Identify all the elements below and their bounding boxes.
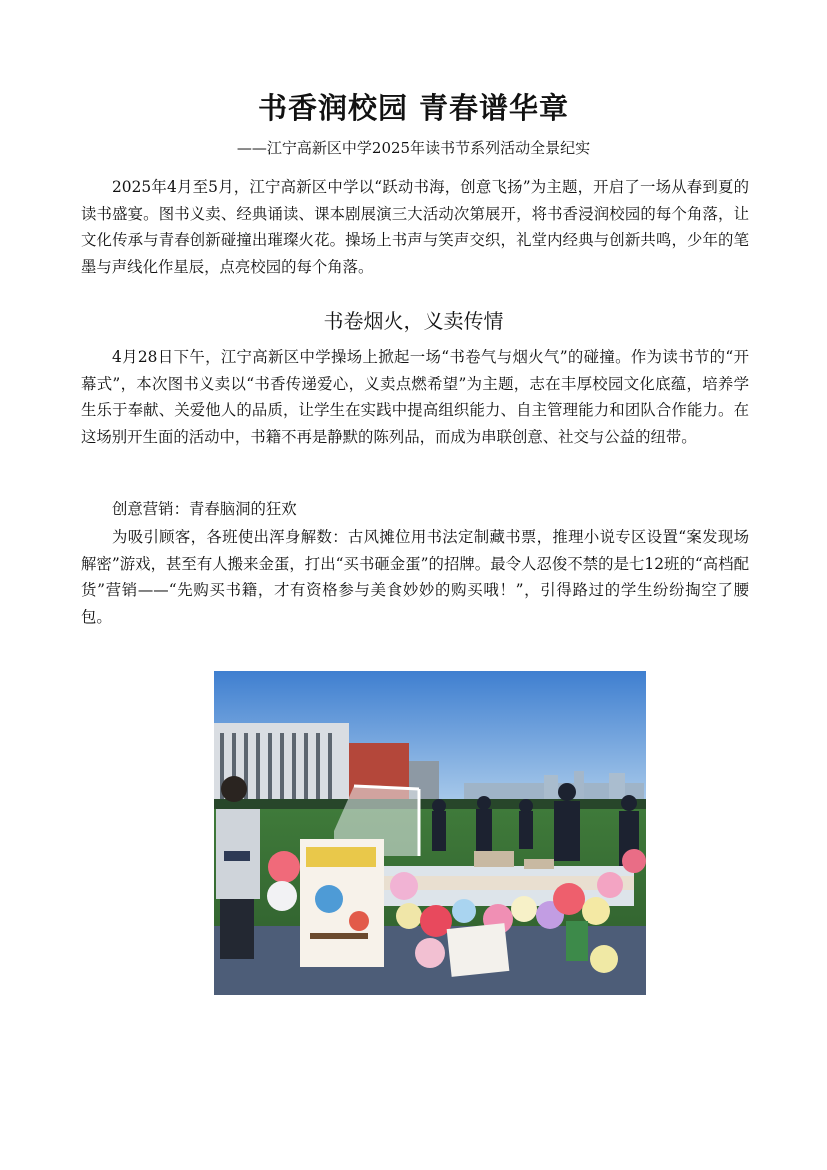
section-paragraph-1: 4月28日下午，江宁高新区中学操场上掀起一场“书卷气与烟火气”的碰撞。作为读书节的“开幕式”，本次图书义卖以“书香传递爱心，义卖点燃希望”为主题，志在丰厚校园文化底蕴，培养学生乐于奉献、关爱他人的品质，让学生在实践中提高组织能力、自主管理能力和团队合作能力。在这场别开生面的活动中，书籍不再是静默的陈列品，而成为串联创意、社交与公益的纽带。 — [81, 348, 749, 446]
intro-paragraph: 2025年4月至5月，江宁高新区中学以“跃动书海，创意飞扬”为主题，开启了一场从春到夏的读书盛宴。图书义卖、经典诵读、课本剧展演三大活动次第展开，将书香浸润校园的每个角落，让文化传承与青春创新碰撞出璀璨火花。操场上书声与笑声交织，礼堂内经典与创新共鸣，少年的笔墨与声线化作星辰，点亮校园的每个角落。 — [81, 178, 749, 276]
book-sale-photo — [214, 671, 646, 995]
section-heading: 书卷烟火，义卖传情 — [323, 309, 504, 333]
section-subheading: 创意营销：青春脑洞的狂欢 — [112, 500, 297, 518]
section-paragraph-2: 为吸引顾客，各班使出浑身解数：古风摊位用书法定制藏书票，推理小说专区设置“案发现场解密”游戏，甚至有人搬来金蛋，打出“买书砸金蛋”的招牌。最令人忍俊不禁的是七12班的“高档配货”营销——“先购买书籍，才有资格参与美食妙妙的购买哦！”，引得路过的学生纷纷掏空了腰包。 — [81, 528, 749, 626]
document-subtitle: ——江宁高新区中学2025年读书节系列活动全景纪实 — [236, 139, 591, 157]
document-title: 书香润校园 青春谱华章 — [257, 91, 570, 125]
